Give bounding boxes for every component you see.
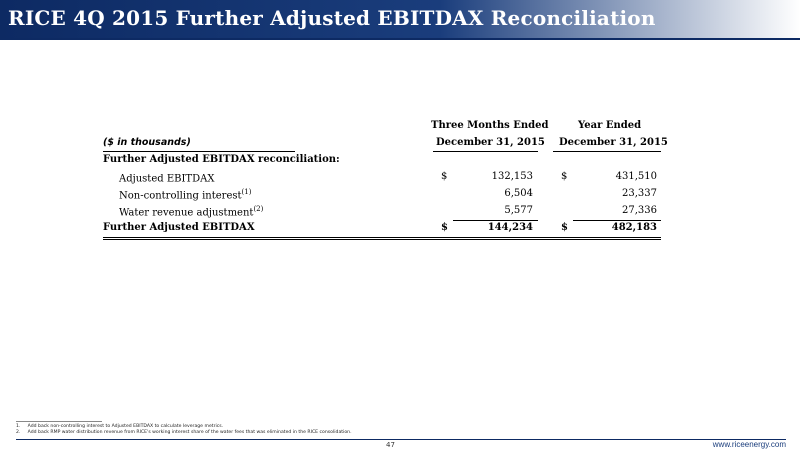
total-rule-2	[103, 239, 661, 240]
fy-value: 23,337	[622, 188, 657, 199]
currency-symbol: $	[561, 171, 568, 182]
currency-symbol: $	[441, 222, 448, 233]
footnotes	[16, 424, 352, 436]
footer-divider	[16, 439, 786, 440]
title-divider	[0, 38, 800, 40]
table-row	[103, 186, 661, 203]
q4-total: 144,234	[487, 222, 533, 233]
fy-value: 431,510	[615, 171, 657, 182]
currency-symbol: $	[561, 222, 568, 233]
date-header-row	[103, 135, 668, 152]
footnote-2: 2. Add back RMP water distribution revenue from RICE's working interest share of the water fees that was eliminated in the RICE consolidation.	[16, 430, 352, 435]
table-row	[103, 169, 661, 186]
section-label-row	[103, 152, 661, 169]
total-label: Further Adjusted EBITDAX	[103, 222, 255, 233]
header-year-ended: Year Ended	[578, 120, 642, 131]
page-title: RICE 4Q 2015 Further Adjusted EBITDAX Reconciliation	[8, 6, 656, 30]
footnote-1: 1. Add back non-controlling interest to Adjusted EBITDAX to calculate leverage metrics.	[16, 424, 224, 429]
row-label: Adjusted EBITDAX	[119, 173, 215, 185]
total-row	[103, 220, 661, 237]
header-q4-date: December 31, 2015	[436, 137, 545, 148]
table-row	[103, 203, 661, 220]
fy-value: 27,336	[622, 205, 657, 216]
fy-total: 482,183	[611, 222, 657, 233]
currency-symbol: $	[441, 171, 448, 182]
row-label: Water revenue adjustment$^{(2)}$	[119, 205, 264, 219]
q4-value: 6,504	[504, 188, 533, 199]
total-rule-1	[103, 237, 661, 238]
q4-value: 132,153	[491, 171, 533, 182]
reconciliation-table	[103, 118, 668, 237]
header-three-months: Three Months Ended	[431, 120, 549, 131]
header-fy-date: December 31, 2015	[559, 137, 668, 148]
period-header-row	[103, 118, 661, 135]
title-bar	[0, 0, 800, 38]
website-link[interactable]: www.riceenergy.com	[712, 440, 786, 449]
section-label: Further Adjusted EBITDAX reconciliation:	[103, 154, 340, 165]
q4-value: 5,577	[504, 205, 533, 216]
footnote-divider	[16, 421, 102, 422]
row-label: Non-controlling interest$^{(1)}$	[119, 188, 252, 202]
unit-label: ($ in thousands)	[103, 137, 191, 148]
page-number: 47	[386, 441, 395, 449]
